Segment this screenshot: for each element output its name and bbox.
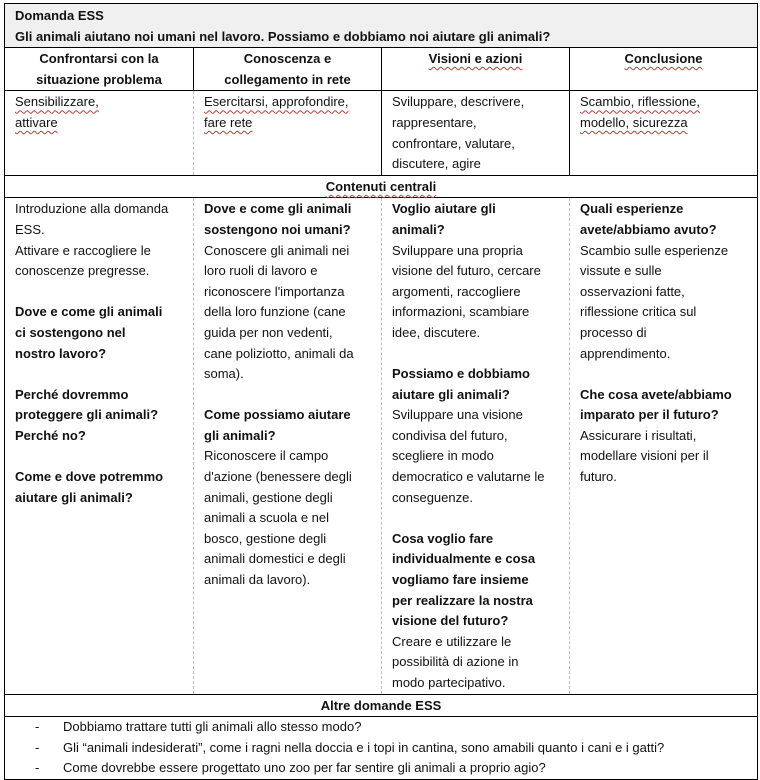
content-question: Quali esperienze [580,201,684,217]
content-question: per realizzare la nostra [392,592,533,608]
content-question: Come possiamo aiutare [204,407,351,423]
activity-text: fare rete [204,114,253,130]
content-text: d'azione (benessere degli [204,469,352,485]
content-question: visione del futuro? [392,613,509,629]
content-text: guida per non vedenti, [204,324,333,340]
list-item: - Gli “animali indesiderati”, come i ragni nella doccia e i topi in cantina, sono amabili quanto i cani e i gatti? [35,738,747,759]
content-text: informazioni, scambiare [392,304,530,320]
content-question: nostro lavoro? [15,345,107,361]
content-question: gli animali? [204,427,276,443]
content-text: vissute e sulle [580,263,662,279]
other-questions-heading-row [5,694,758,717]
phase-header-3 [382,48,570,91]
content-text: Conoscere gli animali nei [204,242,350,258]
title-label: Domanda ESS [15,8,104,23]
ess-planning-table [4,3,758,780]
content-text: possibilità di azione in [392,654,519,670]
content-question: individualmente e cosa [392,551,536,567]
content-text: animali da lavoro). [204,572,311,588]
content-col-3 [382,198,570,694]
activity-text: Sviluppare, descrivere, [392,94,525,110]
content-text: idee, discutere. [392,324,481,340]
content-text: riflessione critica sul [580,304,697,320]
title-row [5,4,758,48]
content-question: Che cosa avete/abbiamo [580,386,732,402]
content-text: animali a scuola e nel [204,510,330,526]
phase-activities-3 [382,91,570,175]
phase-header-4-line: Conclusione [624,51,703,67]
content-text: futuro. [580,469,617,485]
content-text: ESS. [15,221,45,237]
content-text: riconoscere l'importanza [204,283,345,299]
ess-lesson-document [4,3,757,780]
activity-text: confrontare, valutare, [392,135,515,151]
title-question: Gli animali aiutano noi umani nel lavoro. Possiamo e dobbiamo noi aiutare gli animali? [15,28,551,44]
content-question: animali? [392,221,445,237]
list-item: - Come dovrebbe essere progettato uno zoo per far sentire gli animali a proprio agio? [35,758,747,779]
phase-header-2 [194,48,382,91]
other-questions-row [5,717,758,780]
content-text: conseguenze. [392,489,473,505]
content-question: ci sostengono nel [15,324,126,340]
content-text: apprendimento. [580,345,671,361]
content-question: Possiamo e dobbiamo [392,366,530,382]
content-text: Riconoscere il campo [204,448,329,464]
central-contents-heading-row [5,175,758,198]
content-text: condivisa del futuro, [392,427,508,443]
content-text: bosco, gestione degli [204,530,327,546]
title-cell [5,4,758,48]
content-question: proteggere gli animali? [15,407,159,423]
phase-header-3-line: Visioni e azioni [428,51,523,67]
content-text: Scambio sulle esperienze [580,242,729,258]
activity-text: Scambio, riflessione, [580,94,700,110]
content-question: vogliamo fare insieme [392,572,529,588]
other-questions-cell [5,717,758,780]
content-text: processo di [580,324,647,340]
content-col-2 [194,198,382,694]
content-text: modellare visioni per il [580,448,709,464]
activity-text: attivare [15,114,58,130]
activity-text: discutere, agire [392,156,481,172]
content-text: Introduzione alla domanda [15,201,169,217]
content-question: sostengono noi umani? [204,221,351,237]
activity-text: Sensibilizzare, [15,94,99,110]
content-text: Attivare e raccogliere le [15,242,151,258]
other-questions-title: Altre domande ESS [320,697,442,713]
content-text: visione del futuro, cercare [392,263,541,279]
phase-activities-2 [194,91,382,175]
content-text: Assicurare i risultati, [580,427,697,443]
activity-text: modello, sicurezza [580,114,688,130]
content-question: Perché no? [15,427,86,443]
content-col-1 [5,198,194,694]
phase-header-2-line: collegamento in rete [224,71,351,87]
content-text: argomenti, raccogliere [392,283,521,299]
content-col-4 [570,198,758,694]
content-text: scegliere in modo [392,448,494,464]
content-text: democratico e valutarne le [392,469,545,485]
phase-header-1-line: Confrontarsi con la [39,51,159,67]
phase-activities-1 [5,91,194,175]
other-questions-heading [5,694,758,717]
phase-header-2-line: Conoscenza e [243,51,332,67]
content-text: della loro funzione (cane [204,304,346,320]
phase-activities-row [5,91,758,175]
content-text: osservazioni fatte, [580,283,685,299]
content-question: Perché dovremmo [15,386,129,402]
content-question: Dove e come gli animali [204,201,352,217]
content-text: loro ruoli di lavoro e [204,263,318,279]
central-contents-row [5,198,758,694]
phase-activities-4 [570,91,758,175]
content-text: conoscenze pregresse. [15,263,150,279]
content-question: Cosa voglio fare [392,530,494,546]
content-question: aiutare gli animali? [15,489,133,505]
activity-text: Esercitarsi, approfondire, [204,94,349,110]
phase-header-row [5,48,758,91]
content-question: Dove e come gli animali [15,304,163,320]
phase-header-1-line: situazione problema [36,71,162,87]
other-questions-list [5,717,747,779]
central-contents-title: Contenuti centrali [325,178,437,194]
content-question: Come e dove potremmo [15,469,164,485]
content-text: Sviluppare una propria [392,242,523,258]
central-contents-heading [5,175,758,198]
content-text: animali domestici e degli [204,551,346,567]
phase-header-4 [570,48,758,91]
activity-text: rappresentare, [392,114,477,130]
content-question: imparato per il futuro? [580,407,719,423]
content-text: cane poliziotto, animali da [204,345,354,361]
content-question: Voglio aiutare gli [392,201,496,217]
content-text: animali, gestione degli [204,489,333,505]
list-item: - Dobbiamo trattare tutti gli animali allo stesso modo? [35,717,747,738]
content-text: modo partecipativo. [392,675,506,690]
content-text: soma). [204,366,244,382]
content-text: Sviluppare una visione [392,407,523,423]
content-question: aiutare gli animali? [392,386,510,402]
content-text: Creare e utilizzare le [392,633,512,649]
phase-header-1 [5,48,194,91]
content-question: avete/abbiamo avuto? [580,221,717,237]
